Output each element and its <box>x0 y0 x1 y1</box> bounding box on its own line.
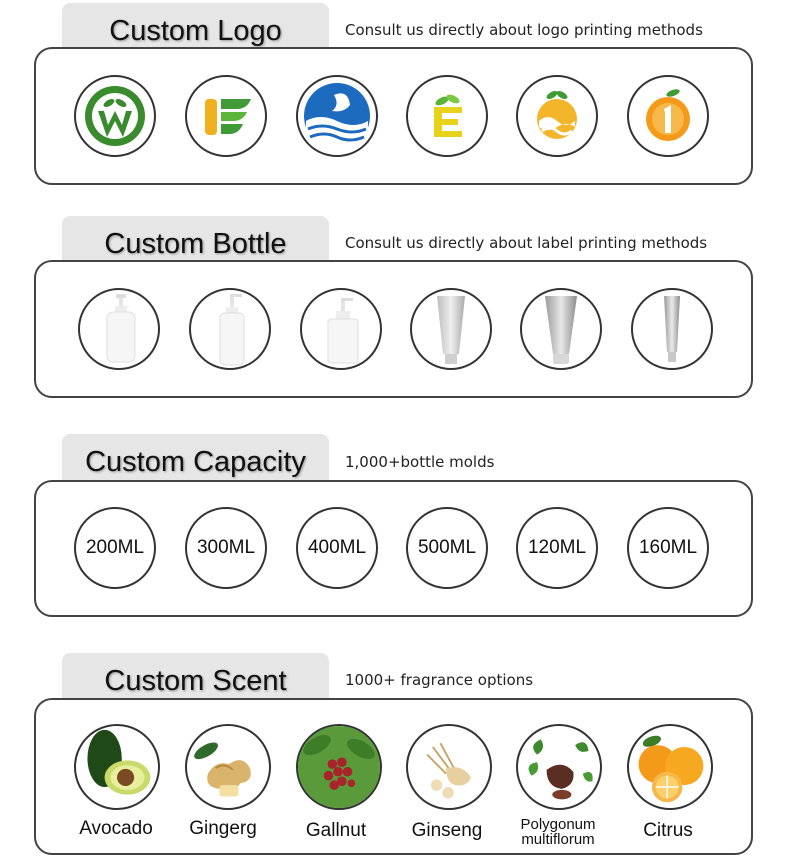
capacity-label: 400ML <box>307 537 367 558</box>
scent-label: Avocado <box>79 818 153 839</box>
capacity-label: 500ML <box>417 537 477 558</box>
scent-label: Gingerg <box>189 818 257 839</box>
section-title: Custom Bottle <box>62 216 329 270</box>
scent-label: Polygonum multiflorum <box>520 816 596 848</box>
citrus-icon[interactable] <box>627 724 713 810</box>
section-title: Custom Logo <box>62 3 329 57</box>
capacity-label: 200ML <box>85 537 145 558</box>
gallnut-icon[interactable] <box>296 724 382 810</box>
polygonum-icon[interactable] <box>516 724 602 810</box>
capacity-label: 160ML <box>638 537 698 558</box>
ginseng-icon[interactable] <box>406 724 492 810</box>
scent-label: Citrus <box>643 820 693 841</box>
avocado-icon[interactable] <box>74 724 160 810</box>
scent-label: Gallnut <box>305 820 367 841</box>
scent-label: Ginseng <box>411 820 483 841</box>
capacity-label: 300ML <box>196 537 256 558</box>
section-title: Custom Scent <box>62 653 329 707</box>
ginger-icon[interactable] <box>185 724 271 810</box>
section-title: Custom Capacity <box>62 434 329 488</box>
section-note: Consult us directly about label printing methods <box>345 234 708 252</box>
section-note: 1000+ fragrance options <box>345 671 534 689</box>
section-note: Consult us directly about logo printing methods <box>345 21 703 39</box>
section-note: 1,000+bottle molds <box>345 453 495 471</box>
capacity-label: 120ML <box>527 537 587 558</box>
